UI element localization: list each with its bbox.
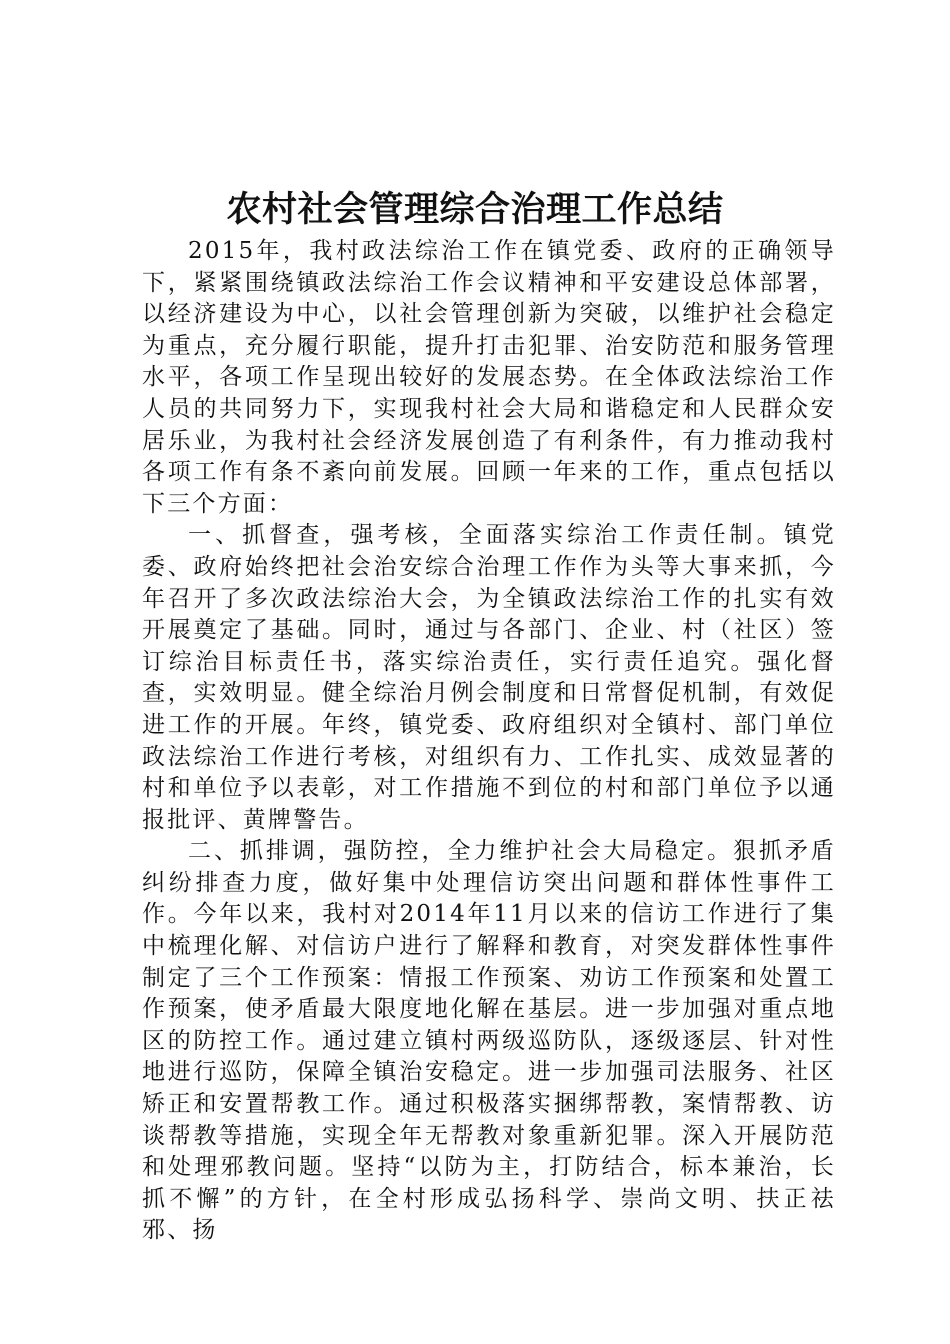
document-body [142,236,836,1247]
paragraph-intro: 2015年，我村政法综治工作在镇党委、政府的正确领导下，紧紧围绕镇政法综治工作会议精神和平安建设总体部署，以经济建设为中心，以社会管理创新为突破，以维护社会稳定为重点，充分履行职能，提升打击犯罪、治安防范和服务管理水平，各项工作呈现出较好的发展态势。在全体政法综治工作人员的共同努力下，实现我村社会大局和谐稳定和人民群众安居乐业，为我村社会经济发展创造了有利条件，有力推动我村各项工作有条不紊向前发展。回顾一年来的工作，重点包括以下三个方面： [142,238,836,517]
paragraph-section-one: 一、抓督查，强考核，全面落实综治工作责任制。镇党委、政府始终把社会治安综合治理工作作为头等大事来抓，今年召开了多次政法综治大会，为全镇政法综治工作的扎实有效开展奠定了基础。同时，通过与各部门、企业、村（社区）签订综治目标责任书，落实综治责任，实行责任追究。强化督查，实效明显。健全综治月例会制度和日常督促机制，有效促进工作的开展。年终，镇党委、政府组织对全镇村、部门单位政法综治工作进行考核，对组织有力、工作扎实、成效显著的村和单位予以表彰，对工作措施不到位的村和部门单位予以通报批评、黄牌警告。 [142,522,836,833]
document-title: 农村社会管理综合治理工作总结 [226,189,724,230]
paragraph-section-two: 二、抓排调，强防控，全力维护社会大局稳定。狠抓矛盾纠纷排查力度，做好集中处理信访突出问题和群体性事件工作。今年以来，我村对2014年11月以来的信访工作进行了集中梳理化解、对信访户进行了解释和教育，对突发群体性事件制定了三个工作预案：情报工作预案、劝访工作预案和处置工作预案，使矛盾最大限度地化解在基层。进一步加强对重点地区的防控工作。通过建立镇村两级巡防队，逐级逐层、针对性地进行巡防，保障全镇治安稳定。进一步加强司法服务、社区矫正和安置帮教工作。通过积极落实捆绑帮教，案情帮教、访谈帮教等措施，实现全年无帮教对象重新犯罪。深入开展防范和处理邪教问题。坚持“以防为主，打防结合，标本兼治，长抓不懈”的方针，在全村形成弘扬科学、崇尚文明、扶正祛邪、扬 [142,838,836,1244]
